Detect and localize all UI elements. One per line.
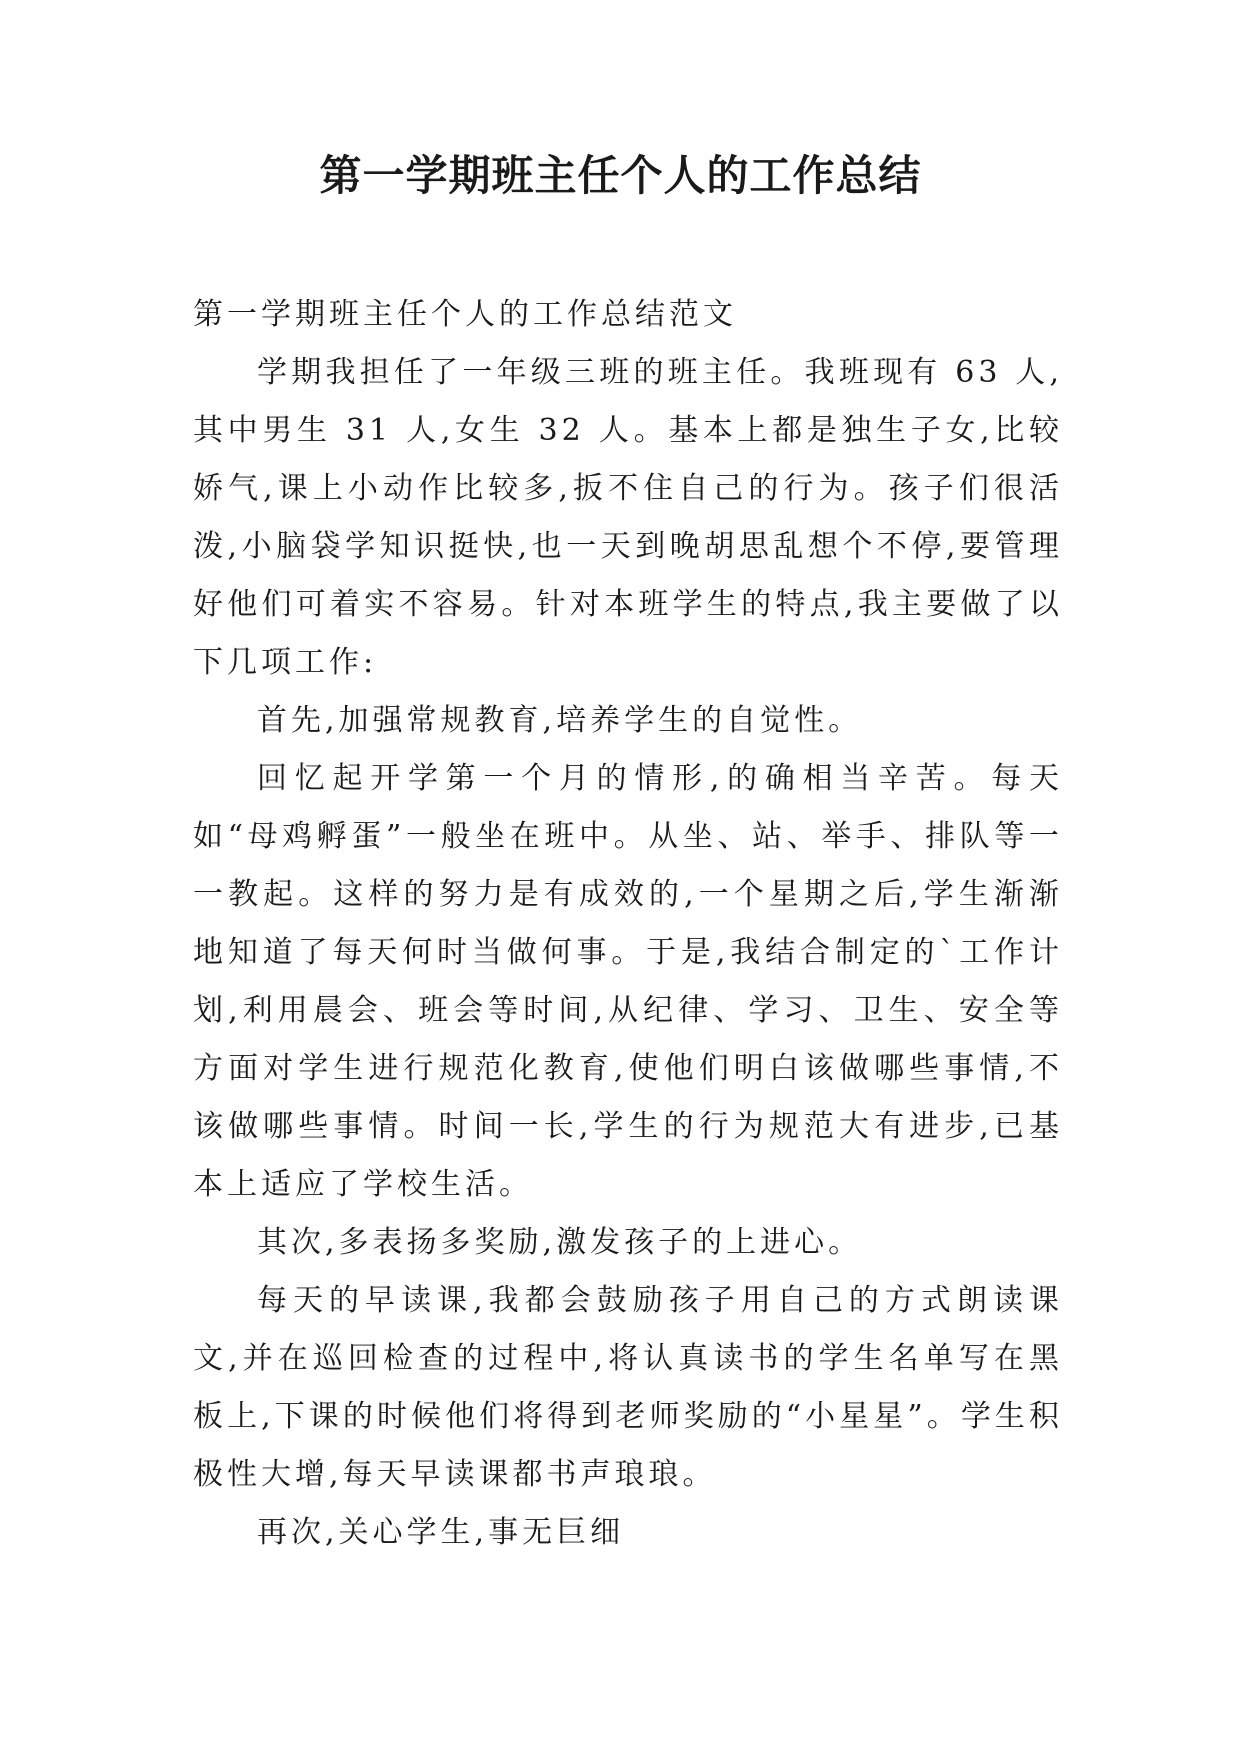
body-paragraph-first: 回忆起开学第一个月的情形,的确相当辛苦。每天如“母鸡孵蛋”一般坐在班中。从坐、站、举手、排队等一一教起。这样的努力是有成效的,一个星期之后,学生渐渐地知道了每天何时当做何事。于是,我结合制定的`工作计划,利用晨会、班会等时间,从纪律、学习、卫生、安全等方面对学生进行规范化教育,使他们明白该做哪些事情,不该做哪些事情。时间一长,学生的行为规范大有进步,已基本上适应了学校生活。 [193, 761, 1063, 1202]
point-heading-first: 首先,加强常规教育,培养学生的自觉性。 [257, 703, 863, 738]
point-heading-second: 其次,多表扬多奖励,激发孩子的上进心。 [257, 1225, 863, 1260]
point-heading-third: 再次,关心学生,事无巨细 [257, 1515, 625, 1550]
subtitle-paragraph: 第一学期班主任个人的工作总结范文 [193, 297, 737, 332]
document-body [193, 286, 1063, 1562]
document-title: 第一学期班主任个人的工作总结 [319, 151, 922, 200]
intro-paragraph: 学期我担任了一年级三班的班主任。我班现有 63 人,其中男生 31 人,女生 32 人。基本上都是独生子女,比较娇气,课上小动作比较多,扳不住自己的行为。孩子们很活泼,小脑袋学知识挺快,也一天到晚胡思乱想个不停,要管理好他们可着实不容易。针对本班学生的特点,我主要做了以下几项工作: [193, 355, 1063, 680]
body-paragraph-second: 每天的早读课,我都会鼓励孩子用自己的方式朗读课文,并在巡回检查的过程中,将认真读书的学生名单写在黑板上,下课的时候他们将得到老师奖励的“小星星”。学生积极性大增,每天早读课都书声琅琅。 [193, 1283, 1063, 1492]
